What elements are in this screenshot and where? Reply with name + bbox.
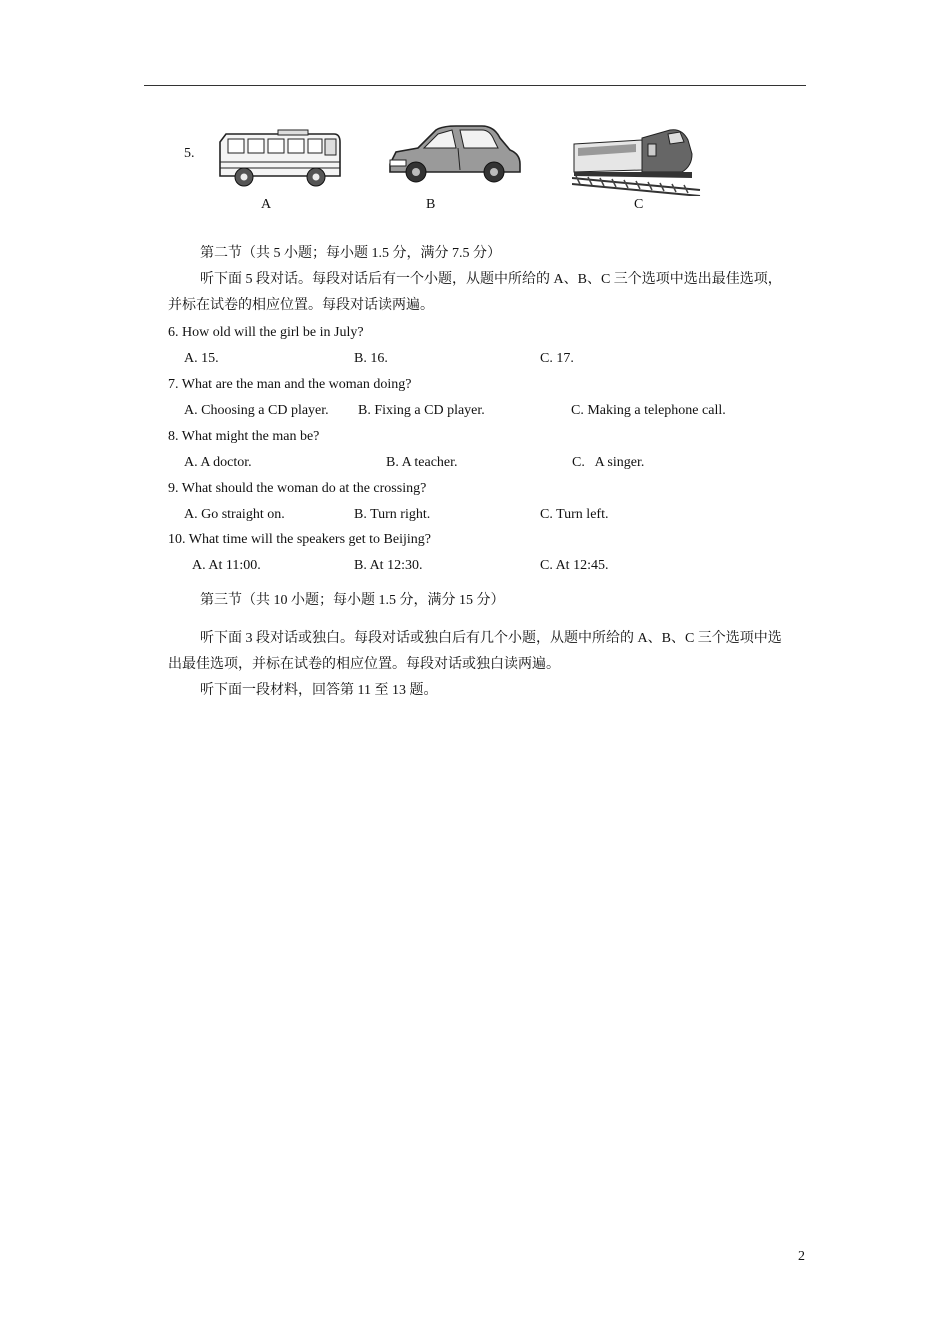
question-6-option-c[interactable]: C. 17. [540,351,574,366]
question-8-stem: 8. What might the man be? [168,429,320,444]
option-c-label: C [634,197,644,212]
question-10-option-b[interactable]: B. At 12:30. [354,558,423,573]
question-8-option-a[interactable]: A. A doctor. [184,455,252,470]
question-10-option-c[interactable]: C. At 12:45. [540,558,609,573]
question-9-option-a[interactable]: A. Go straight on. [184,507,285,522]
question-6-option-b[interactable]: B. 16. [354,351,388,366]
section-2-instructions: 听下面 5 段对话。每段对话后有一个小题，从题中所给的 A、B、C 三个选项中选出最佳选项，并标在试卷的相应位置。每段对话读两遍。 [168,272,782,313]
car-icon[interactable] [386,124,524,193]
question-8-option-c[interactable]: C. A singer. [572,455,645,470]
header-rule [144,85,806,86]
section-3-note: 听下面一段材料，回答第 11 至 13 题。 [200,683,438,698]
question-9-option-c[interactable]: C. Turn left. [540,507,609,522]
section-3-instructions: 听下面 3 段对话或独白。每段对话或独白后有几个小题，从题中所给的 A、B、C 三个选项中选出最佳选项，并标在试卷的相应位置。每段对话或独白读两遍。 [168,631,782,672]
question-10-option-a[interactable]: A. At 11:00. [192,558,261,573]
question-6-stem: 6. How old will the girl be in July? [168,325,364,340]
section-2-heading: 第二节（共 5 小题；每小题 1.5 分，满分 7.5 分） [200,246,501,261]
question-9-stem: 9. What should the woman do at the crossing? [168,481,427,496]
question-7-option-b[interactable]: B. Fixing a CD player. [358,403,485,418]
option-a-label: A [261,197,272,212]
question-8-option-b[interactable]: B. A teacher. [386,455,458,470]
option-b-label: B [426,197,436,212]
question-9-option-b[interactable]: B. Turn right. [354,507,431,522]
question-7-option-c[interactable]: C. Making a telephone call. [571,403,726,418]
bus-icon[interactable] [212,128,342,195]
question-7-stem: 7. What are the man and the woman doing? [168,377,412,392]
question-6-option-a[interactable]: A. 15. [184,351,219,366]
question-10-stem: 10. What time will the speakers get to Beijing? [168,532,431,547]
question-7-option-a[interactable]: A. Choosing a CD player. [184,403,329,418]
train-icon[interactable] [572,126,704,201]
section-3-heading: 第三节（共 10 小题；每小题 1.5 分，满分 15 分） [200,593,505,608]
question-5-number: 5. [184,146,195,161]
page-number: 2 [798,1249,805,1264]
